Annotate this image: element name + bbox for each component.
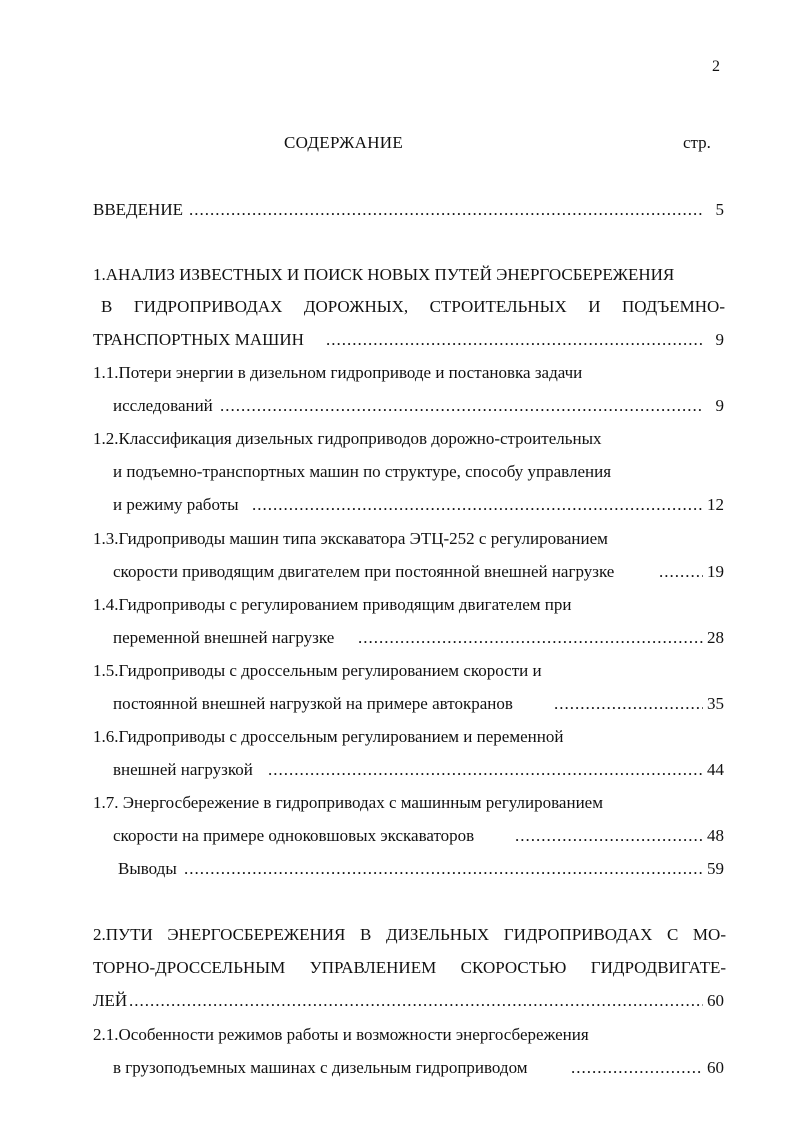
leader-dots xyxy=(571,1055,703,1081)
chapter-1-line-1: 1.АНАЛИЗ ИЗВЕСТНЫХ И ПОИСК НОВЫХ ПУТЕЙ ЭНЕРГОСБЕРЕЖЕНИЯ xyxy=(93,265,675,284)
toc-entry-text: в грузоподъемных машинах с дизельным гидроприводом xyxy=(113,1058,528,1077)
toc-entry-page: 28 xyxy=(707,628,724,647)
leader-dots xyxy=(326,327,703,353)
toc-entry-text: 1.7. Энергосбережение в гидроприводах с машинным регулированием xyxy=(93,793,603,812)
leader-dots xyxy=(554,691,703,717)
toc-entry-text: 1.2.Классификация дизельных гидроприводов дорожно-строительных xyxy=(93,429,602,448)
toc-entry-1-6[interactable] xyxy=(0,724,793,750)
toc-entry-1-7-cont[interactable] xyxy=(0,823,793,849)
toc-entry-1-5-cont[interactable] xyxy=(0,691,793,717)
toc-entry-page: 35 xyxy=(707,694,724,713)
chapter-2-heading-end[interactable] xyxy=(0,988,793,1014)
toc-entry-1-2-cont[interactable] xyxy=(0,459,793,485)
toc-entry-text: ВВЕДЕНИЕ xyxy=(93,200,183,219)
toc-entry-page: 19 xyxy=(707,562,724,581)
toc-entry-page: 48 xyxy=(707,826,724,845)
chapter-2-line-3: ЛЕЙ xyxy=(93,991,128,1010)
chapter-1-heading-end[interactable] xyxy=(0,327,793,353)
page-column-label: стр. xyxy=(683,133,711,152)
toc-entry-text: исследований xyxy=(113,396,213,415)
chapter-2-heading[interactable] xyxy=(0,922,793,948)
leader-dots xyxy=(189,197,703,223)
toc-entry-1-3[interactable] xyxy=(0,526,793,552)
toc-entry-text: скорости приводящим двигателем при постоянной внешней нагрузке xyxy=(113,562,615,581)
leader-dots xyxy=(184,856,703,882)
chapter-1-heading-cont[interactable] xyxy=(0,294,793,320)
leader-dots xyxy=(252,492,703,518)
chapter-1-line-3: ТРАНСПОРТНЫХ МАШИН xyxy=(93,330,304,349)
toc-entry-text: и подъемно-транспортных машин по структуре, способу управления xyxy=(113,462,612,481)
toc-entry-text: 1.4.Гидроприводы с регулированием приводящим двигателем при xyxy=(93,595,572,614)
toc-entry-1-6-cont[interactable] xyxy=(0,757,793,783)
toc-entry-text: 1.5.Гидроприводы с дроссельным регулированием скорости и xyxy=(93,661,542,680)
toc-entry-1-2[interactable] xyxy=(0,426,793,452)
leader-dots xyxy=(515,823,703,849)
toc-entry-page: 5 xyxy=(715,200,724,219)
chapter-2-line-1: 2.ПУТИ ЭНЕРГОСБЕРЕЖЕНИЯ В ДИЗЕЛЬНЫХ ГИДРОПРИВОДАХ С МО- xyxy=(93,925,726,944)
toc-entry-2-1-cont[interactable] xyxy=(0,1055,793,1081)
toc-entry-1-4-cont[interactable] xyxy=(0,625,793,651)
page-number: 2 xyxy=(712,58,720,75)
toc-entry-1-3-cont[interactable] xyxy=(0,559,793,585)
toc-entry-2-1[interactable] xyxy=(0,1022,793,1048)
toc-entry-page: 9 xyxy=(715,396,724,415)
toc-entry-text: 1.1.Потери энергии в дизельном гидроприводе и постановка задачи xyxy=(93,363,583,382)
toc-entry-page: 12 xyxy=(707,495,724,514)
toc-entry-text: Выводы xyxy=(118,859,177,878)
leader-dots xyxy=(659,559,703,585)
chapter-2-heading-cont[interactable] xyxy=(0,955,793,981)
chapter-2-line-2: ТОРНО-ДРОССЕЛЬНЫМ УПРАВЛЕНИЕМ СКОРОСТЬЮ ГИДРОДВИГАТЕ- xyxy=(93,958,726,977)
toc-entry-conclusions[interactable] xyxy=(0,856,793,882)
toc-entry-1-4[interactable] xyxy=(0,592,793,618)
toc-entry-intro[interactable] xyxy=(0,197,793,223)
toc-entry-1-1-cont[interactable] xyxy=(0,393,793,419)
leader-dots xyxy=(220,393,703,419)
toc-entry-text: 1.6.Гидроприводы с дроссельным регулированием и переменной xyxy=(93,727,564,746)
toc-entry-text: и режиму работы xyxy=(113,495,239,514)
chapter-1-line-2: В ГИДРОПРИВОДАХ ДОРОЖНЫХ, СТРОИТЕЛЬНЫХ И ПОДЪЕМНО- xyxy=(101,297,725,316)
toc-entry-1-1[interactable] xyxy=(0,360,793,386)
toc-entry-1-2-end[interactable] xyxy=(0,492,793,518)
toc-entry-page: 44 xyxy=(707,760,724,779)
toc-entry-1-7[interactable] xyxy=(0,790,793,816)
toc-title: СОДЕРЖАНИЕ xyxy=(284,133,404,152)
toc-entry-text: 2.1.Особенности режимов работы и возможности энергосбережения xyxy=(93,1025,589,1044)
toc-entry-1-5[interactable] xyxy=(0,658,793,684)
toc-entry-text: внешней нагрузкой xyxy=(113,760,253,779)
chapter-2-page: 60 xyxy=(707,991,724,1010)
leader-dots xyxy=(268,757,703,783)
chapter-1-page: 9 xyxy=(715,330,724,349)
toc-entry-text: 1.3.Гидроприводы машин типа экскаватора ЭТЦ-252 с регулированием xyxy=(93,529,608,548)
chapter-1-heading[interactable] xyxy=(0,262,793,288)
leader-dots xyxy=(358,625,703,651)
toc-entry-text: постоянной внешней нагрузкой на примере автокранов xyxy=(113,694,513,713)
toc-entry-page: 59 xyxy=(707,859,724,878)
leader-dots xyxy=(129,988,703,1014)
toc-entry-text: переменной внешней нагрузке xyxy=(113,628,335,647)
toc-entry-text: скорости на примере одноковшовых экскаваторов xyxy=(113,826,475,845)
toc-entry-page: 60 xyxy=(707,1058,724,1077)
